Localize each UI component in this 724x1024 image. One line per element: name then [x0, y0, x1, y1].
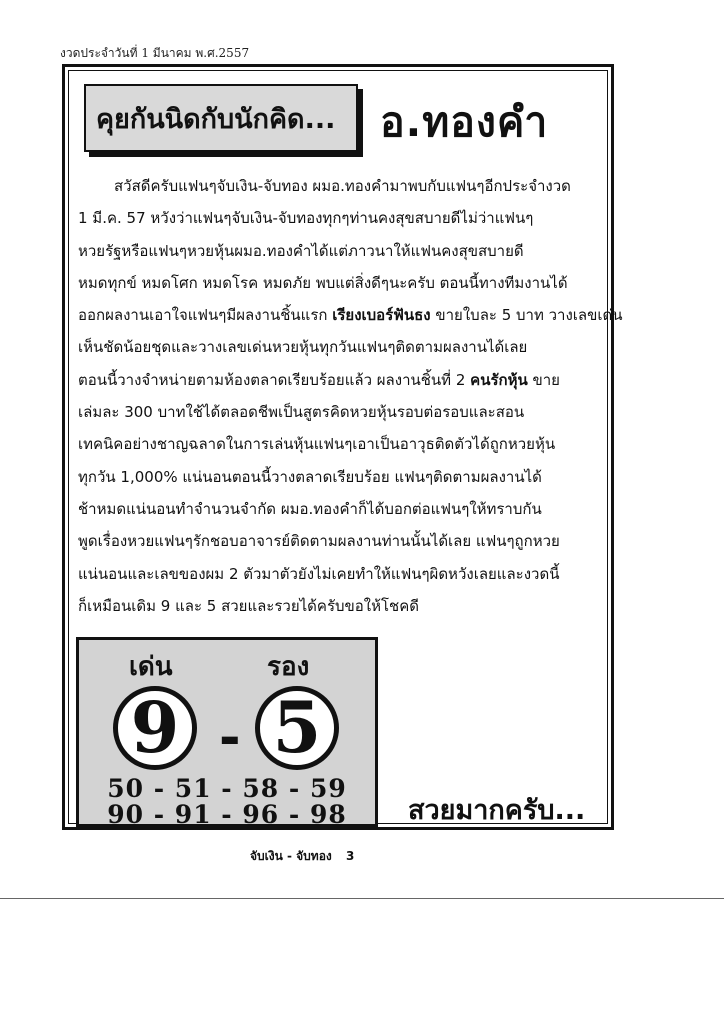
article-line — [78, 202, 602, 234]
article-line — [78, 493, 602, 525]
article-text: ขาย — [527, 370, 560, 389]
page-footer — [250, 847, 354, 866]
article-line — [78, 170, 602, 202]
lead-digit-circle: 9 — [113, 686, 197, 770]
article-text: หวยรัฐหรือแฟนๆหวยหุ้นผมอ.ทองคำได้แต่ภาวนาให้แฟนคงสุขสบายดี — [78, 241, 524, 260]
article-emphasis: เรียงเบอร์ฟันธง — [332, 306, 431, 325]
digit-separator: - — [219, 708, 241, 768]
issue-date-header: งวดประจำวันที่ 1 มีนาคม พ.ศ.2557 — [60, 46, 250, 60]
article-text: ขายใบละ 5 บาท วางเลขเด่น — [430, 306, 623, 325]
article-line — [78, 299, 623, 331]
article-body — [78, 170, 623, 622]
author-name: อ.ทองคำ — [380, 98, 549, 146]
article-line — [78, 364, 602, 396]
page-bottom-rule — [0, 898, 724, 899]
article-text: เห็นชัดน้อยชุดและวางเลขเด่นหวยหุ้นทุกวันแฟนๆติดตามผลงานได้เลย — [78, 338, 528, 357]
article-line — [78, 396, 602, 428]
second-digit-circle: 5 — [255, 686, 339, 770]
lucky-numbers-box — [76, 637, 378, 827]
lead-label: เด่น — [129, 652, 173, 682]
article-text: แน่นอนและเลขของผม 2 ตัวมาตัวยังไม่เคยทำให้แฟนๆผิดหวังเลยและงวดนี้ — [78, 564, 560, 583]
article-line — [78, 590, 602, 622]
article-text: เล่มละ 300 บาทใช้ได้ตลอดชีพเป็นสูตรคิดหวยหุ้นรอบต่อรอบและสอน — [78, 403, 525, 422]
closing-remark: สวยมากครับ... — [408, 795, 586, 826]
article-text: 1 มี.ค. 57 หวังว่าแฟนๆจับเงิน-จับทองทุกๆท่านคงสุขสบายดีไม่ว่าแฟนๆ — [78, 209, 534, 228]
article-text: ออกผลงานเอาใจแฟนๆมีผลงานชิ้นแรก — [78, 306, 333, 325]
article-line — [78, 558, 602, 590]
magazine-name: จับเงิน - จับทอง — [250, 849, 332, 863]
second-label: รอง — [267, 652, 310, 682]
number-row-1: 50 - 51 - 58 - 59 — [107, 774, 347, 803]
article-text: สวัสดีครับแฟนๆจับเงิน-จับทอง ผมอ.ทองคำมาพบกับแฟนๆอีกประจำงวด — [114, 177, 571, 195]
article-line — [78, 235, 602, 267]
article-line — [78, 525, 602, 557]
article-text: เทคนิคอย่างชาญฉลาดในการเล่นหุ้นแฟนๆเอาเป็นอาวุธติดตัวได้ถูกหวยหุ้น — [78, 435, 556, 454]
article-line — [78, 428, 602, 460]
article-text: ตอนนี้วางจำหน่ายตามห้องตลาดเรียบร้อยแล้ว ผลงานชิ้นที่ 2 — [78, 370, 471, 389]
page-number: 3 — [345, 849, 355, 863]
column-title: คุยกันนิดกับนักคิด... — [96, 103, 336, 135]
article-text: พูดเรื่องหวยแฟนๆรักชอบอาจารย์ติดตามผลงานท่านนั้นได้เลย แฟนๆถูกหวย — [78, 532, 560, 551]
number-row-2: 90 - 91 - 96 - 98 — [107, 800, 347, 829]
article-line — [78, 461, 602, 493]
column-title-box — [84, 84, 358, 152]
article-emphasis: คนรักหุ้น — [470, 370, 528, 389]
article-text: ทุกวัน 1,000% แน่นอนตอนนี้วางตลาดเรียบร้อย แฟนๆติดตามผลงานได้ — [78, 467, 542, 486]
article-text: ช้าหมดแน่นอนทำจำนวนจำกัด ผมอ.ทองคำก็ได้บอกต่อแฟนๆให้ทราบกัน — [78, 499, 542, 518]
article-line — [78, 331, 602, 363]
article-line — [78, 267, 602, 299]
article-text: หมดทุกข์ หมดโศก หมดโรค หมดภัย พบแต่สิ่งดีๆนะครับ ตอนนี้ทางทีมงานได้ — [78, 273, 568, 292]
article-text: ก็เหมือนเดิม 9 และ 5 สวยและรวยได้ครับขอให้โชคดี — [78, 596, 420, 615]
